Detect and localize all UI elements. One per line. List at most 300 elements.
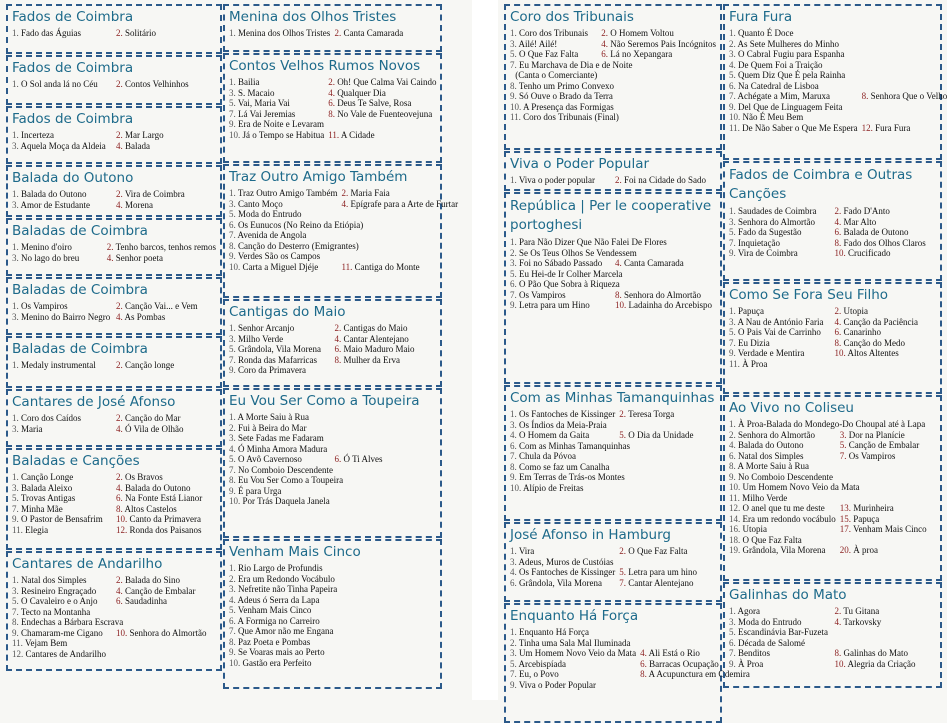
track-item — [840, 430, 936, 441]
album-card — [504, 522, 722, 602]
track-number: 7. — [510, 289, 517, 300]
track-item — [229, 365, 436, 376]
track-number: 2. — [116, 360, 123, 370]
track-item — [116, 483, 216, 494]
track-number: 1. — [510, 546, 517, 556]
track-item — [840, 514, 936, 525]
track-item — [729, 327, 831, 338]
track-number: 10. — [834, 658, 846, 669]
track-number: 7. — [229, 354, 236, 365]
track-item — [835, 217, 937, 228]
track-title: Del Que de Linguagem Feita — [738, 101, 843, 112]
track-number: 9. — [729, 248, 736, 258]
track-title: Quanto É Doce — [738, 28, 794, 38]
track-item — [729, 472, 936, 483]
track-title: Coro dos Tribunais — [519, 28, 589, 38]
track-title: Sete Fadas me Fadaram — [238, 433, 324, 443]
track-title: Tarkovsky — [843, 616, 882, 627]
track-item — [229, 344, 331, 355]
album-title: Fados de Coimbra — [12, 9, 134, 25]
track-item — [116, 360, 216, 371]
track-item — [116, 424, 216, 435]
track-number: 7. — [510, 669, 517, 679]
track-item — [229, 496, 436, 507]
track-title: Vira de Coimbra — [737, 248, 798, 258]
track-title: Altos Altentes — [847, 348, 899, 358]
track-item — [229, 355, 331, 366]
track-number: 10. — [615, 300, 627, 310]
track-number: 2. — [106, 242, 114, 252]
track-item — [12, 638, 216, 649]
track-list — [12, 575, 216, 659]
track-title: Senhora do Almortão — [738, 216, 815, 227]
track-item — [510, 91, 716, 102]
track-item — [341, 188, 458, 199]
track-title: Venham Mais Cinco — [853, 524, 927, 534]
track-title: Arcebispíada — [518, 658, 566, 669]
track-title: Canto Moço — [238, 198, 283, 209]
track-title: Moda do Entrudo — [238, 209, 302, 219]
track-item — [335, 355, 437, 366]
track-title: (Canta o Comerciante) — [515, 70, 598, 80]
track-item — [328, 77, 436, 88]
track-title: Verdade e Mentira — [737, 348, 805, 358]
track-title: Os Eunucos (No Reino da Etiópia) — [238, 219, 364, 230]
track-title: Tenho um Primo Convexo — [518, 80, 614, 91]
track-title: Senhor Arcanjo — [238, 323, 295, 333]
track-item — [510, 462, 716, 473]
track-item — [229, 251, 458, 262]
track-title: Ailé! Ailé! — [518, 38, 558, 49]
track-item — [835, 606, 937, 617]
track-title: Os Fantoches de Kissinger — [519, 567, 616, 577]
track-title: À Proa — [742, 358, 768, 369]
album-card — [223, 388, 442, 538]
track-list — [729, 28, 947, 133]
column-4 — [723, 4, 947, 688]
track-number: 1. — [729, 206, 736, 216]
track-item — [510, 472, 716, 483]
track-title: O Dia da Unidade — [628, 430, 694, 440]
track-number: 9. — [510, 679, 517, 690]
track-title: Natal dos Simples — [738, 450, 804, 461]
track-number: 9. — [229, 485, 236, 496]
track-item — [729, 482, 936, 493]
track-title: Maio Maduro Maio — [343, 344, 415, 354]
track-title: Barracas Ocupação — [649, 658, 719, 669]
track-item — [12, 141, 112, 152]
track-title: Deus Te Salve, Rosa — [337, 98, 412, 108]
album-card — [6, 551, 222, 671]
track-item — [510, 49, 597, 60]
track-title: Trovas Antigas — [20, 493, 76, 503]
track-number: 2. — [729, 429, 736, 440]
track-number: 11. — [341, 261, 353, 272]
column-2 — [223, 4, 459, 689]
track-title: S. Macaio — [238, 87, 275, 98]
track-number: 3. — [229, 584, 236, 594]
track-item — [729, 440, 836, 451]
track-item — [835, 238, 937, 249]
track-item — [328, 98, 436, 109]
track-item — [840, 524, 936, 535]
track-item — [229, 199, 337, 210]
track-number: 7. — [510, 451, 517, 461]
album-title: Viva o Poder Popular — [510, 156, 650, 172]
album-card — [6, 4, 222, 54]
track-list — [510, 28, 716, 123]
track-item — [229, 637, 436, 648]
track-title: Lá Vai Jeremias — [238, 108, 296, 119]
album-card — [223, 164, 459, 298]
track-number: 8. — [834, 237, 842, 248]
track-item — [510, 60, 716, 71]
track-item — [510, 441, 716, 452]
track-item — [729, 514, 836, 525]
track-item — [615, 300, 716, 311]
track-title: A Acupunctura em Odemira — [648, 669, 750, 679]
track-number: 10. — [229, 496, 241, 506]
album-card — [6, 389, 222, 447]
track-title: Canção Vai... e Vem — [125, 301, 198, 311]
track-item — [615, 175, 716, 186]
track-title: Senhora do Almortão — [624, 289, 701, 300]
track-item — [116, 200, 216, 211]
track-item — [229, 658, 436, 669]
track-item — [729, 123, 858, 134]
track-item — [510, 258, 611, 269]
track-title: Teresa Torga — [628, 409, 675, 419]
track-number: 6. — [640, 658, 647, 669]
track-title: A Formiga no Carreiro — [237, 615, 320, 626]
track-title: Achégate a Mim, Maruxa — [737, 91, 830, 101]
track-number: 1. — [510, 237, 517, 247]
track-number: 8. — [834, 648, 842, 658]
track-title: Papuça — [738, 306, 764, 316]
track-title: Canção da Paciência — [843, 316, 918, 327]
track-title: Cantar Alentejano — [343, 333, 409, 344]
track-item — [116, 596, 216, 607]
track-item — [229, 465, 436, 476]
track-item — [229, 323, 331, 334]
track-number: 10. — [510, 101, 522, 112]
track-number: 7. — [729, 648, 736, 658]
track-number: 10. — [834, 248, 846, 258]
track-number: 8. — [116, 503, 123, 514]
track-number: 17. — [839, 524, 851, 534]
track-number: 2. — [116, 28, 123, 38]
track-title: O Que Faz Falta — [628, 546, 688, 556]
track-list — [729, 419, 936, 556]
track-item — [335, 323, 437, 334]
track-title: Milho Verde — [238, 333, 284, 344]
track-number: 4. — [116, 199, 123, 210]
track-number: 18. — [729, 534, 741, 545]
track-title: O Cabral Fugiu para Espanha — [738, 49, 845, 59]
track-title: De Quem Foi a Traição — [738, 59, 823, 70]
track-title: Ó Minha Amora Madura — [238, 443, 328, 454]
track-item — [229, 28, 331, 39]
track-item — [729, 28, 947, 39]
track-number: 5. — [729, 627, 736, 637]
track-item — [229, 574, 436, 585]
track-title: Como se faz um Canalha — [519, 461, 610, 472]
track-item — [229, 433, 436, 444]
track-item — [107, 253, 216, 264]
track-number: 1. — [229, 412, 236, 422]
track-list — [12, 189, 216, 210]
track-list — [729, 206, 936, 259]
track-item — [12, 617, 216, 628]
track-title: Morena — [125, 199, 153, 210]
track-number: 6. — [116, 596, 123, 606]
track-item — [335, 334, 437, 345]
track-title: Inquietação — [738, 237, 780, 248]
track-number: 3. — [729, 616, 736, 627]
track-item — [116, 79, 216, 90]
track-item — [116, 312, 216, 323]
track-title: Tecto na Montanha — [20, 606, 91, 617]
track-item — [510, 669, 636, 680]
track-title: Elegia — [25, 524, 49, 535]
track-title: Fado da Sugestão — [738, 227, 802, 237]
album-title: Baladas e Canções — [12, 453, 140, 469]
track-item — [619, 567, 716, 578]
track-item — [335, 344, 437, 355]
track-number: 14. — [729, 513, 741, 524]
track-item — [835, 248, 937, 259]
track-item — [729, 535, 936, 546]
track-title: Letra para um Hino — [519, 300, 590, 310]
track-number: 3. — [12, 252, 19, 263]
track-title: Bailia — [238, 77, 260, 87]
track-number: 6. — [510, 279, 517, 289]
track-number: 2. — [834, 606, 842, 616]
track-title: Os Fantoches de Kissinger — [519, 409, 616, 419]
track-number: 5. — [229, 209, 236, 219]
track-item — [12, 242, 103, 253]
track-item — [729, 503, 836, 514]
track-title: À proa — [853, 545, 878, 555]
track-title: Fura Fura — [875, 122, 911, 133]
track-number: 1. — [729, 419, 736, 429]
track-title: Balada de Outono — [843, 227, 909, 237]
track-item — [229, 605, 436, 616]
album-title: Cantares de Andarilho — [12, 556, 163, 572]
track-item — [619, 430, 716, 441]
track-item — [835, 227, 937, 238]
track-item — [12, 28, 112, 39]
track-title: O Que Faz Falta — [519, 49, 579, 59]
track-title: Amor de Estudante — [20, 199, 90, 210]
album-title: Galinhas do Mato — [729, 587, 847, 603]
track-title: Balada Aleixo — [21, 482, 73, 493]
album-title: Enquanto Há Força — [510, 608, 639, 624]
track-number: 4. — [328, 87, 335, 98]
track-item — [729, 430, 836, 441]
track-list — [510, 175, 716, 186]
track-item — [729, 217, 831, 228]
track-number: 5. — [510, 658, 517, 669]
track-title: Cantiga do Monte — [354, 261, 420, 272]
track-title: Tu Gitana — [843, 606, 880, 616]
track-title: Canção longe — [125, 360, 175, 370]
track-number: 4. — [116, 585, 123, 596]
track-item — [510, 290, 611, 301]
track-list — [12, 472, 216, 535]
track-number: 10. — [116, 627, 128, 638]
track-title: As Pombas — [124, 311, 166, 322]
track-number: 2. — [341, 188, 349, 198]
track-number: 3. — [12, 311, 19, 322]
track-number: 6. — [116, 493, 123, 503]
track-number: 4. — [341, 198, 349, 209]
track-item — [729, 248, 831, 259]
track-title: Altos Castelos — [124, 503, 177, 514]
track-number: 2. — [834, 306, 842, 316]
track-title: Quem Diz Que É pela Rainha — [738, 70, 846, 80]
track-number: 4. — [116, 423, 123, 434]
track-title: Crucificado — [848, 248, 891, 258]
track-item — [12, 189, 112, 200]
track-item — [729, 451, 836, 462]
track-number: 8. — [729, 461, 736, 471]
track-title: De Não Saber o Que Me Espera — [742, 122, 858, 133]
track-number: 9. — [12, 514, 19, 524]
track-title: Balada — [125, 140, 150, 151]
track-title: Era um Redondo Vocábulo — [238, 573, 335, 584]
album-card — [6, 448, 222, 550]
track-number: 4. — [106, 252, 114, 263]
track-title: Ronda dos Paisanos — [129, 524, 202, 535]
track-number: 1. — [229, 188, 236, 198]
track-title: Traz Outro Amigo Também — [237, 188, 338, 198]
track-number: 8. — [615, 289, 622, 300]
track-title: A Presença das Formigas — [523, 101, 614, 112]
track-title: Ronda das Mafarricas — [238, 354, 317, 365]
track-item — [729, 238, 831, 249]
track-number: 5. — [729, 327, 736, 337]
track-number: 3. — [229, 433, 236, 443]
track-title: Para Não Dizer Que Não Falei De Flores — [519, 237, 667, 247]
track-number: 1. — [729, 606, 736, 616]
album-card — [723, 161, 942, 281]
track-title: Grândola, Vila Morena — [238, 344, 322, 354]
track-list — [12, 79, 216, 90]
track-title: O Cavaleiro e o Anjo — [21, 596, 98, 606]
track-title: Na Catedral de Lisboa — [738, 80, 819, 91]
track-number: 2. — [229, 573, 236, 584]
track-title: Utopia — [742, 524, 767, 534]
track-item — [729, 638, 936, 649]
track-number: 2. — [116, 301, 123, 311]
track-title: Natal dos Simples — [21, 575, 87, 585]
track-number: 10. — [729, 482, 741, 492]
track-title: Medaly instrumental — [21, 360, 96, 370]
track-title: Oh! Que Calma Vai Caindo — [337, 77, 437, 87]
track-item — [510, 39, 597, 50]
track-item — [107, 242, 216, 253]
track-title: Eu Marchava de Dia e de Noite — [519, 59, 633, 70]
track-number: 3. — [229, 198, 236, 209]
track-list — [12, 28, 216, 39]
track-number: 6. — [334, 344, 342, 354]
track-title: Fado D'Anto — [843, 206, 890, 216]
track-item — [229, 109, 324, 120]
album-title: Com as Minhas Tamanquinhas — [510, 390, 715, 406]
track-item — [229, 616, 436, 627]
album-title: Fados de Coimbra — [12, 111, 134, 127]
track-title: A Nau de António Faria — [737, 316, 824, 327]
track-item — [510, 680, 750, 691]
track-number: 5. — [729, 70, 736, 80]
track-title: Por Trás Daquela Janela — [242, 496, 330, 506]
track-title: Vira — [518, 546, 535, 556]
track-item — [229, 262, 337, 273]
track-title: Murinheira — [853, 503, 894, 513]
track-number: 1. — [510, 409, 517, 419]
track-title: Chamaram-me Cigano — [21, 627, 103, 638]
track-number: 7. — [229, 230, 236, 240]
track-title: Coro dos Tribunais (Final) — [523, 112, 619, 122]
track-item — [510, 557, 716, 568]
track-item — [510, 638, 750, 649]
track-item — [510, 300, 611, 311]
track-item — [116, 504, 216, 515]
column-1 — [6, 4, 222, 671]
track-number: 10. — [229, 657, 241, 668]
track-item — [840, 503, 936, 514]
track-title: O Sol anda lá no Céu — [21, 79, 98, 89]
track-item — [229, 486, 436, 497]
track-title: Tinha uma Sala Mal Iluminada — [518, 637, 631, 648]
track-number: 1. — [12, 360, 19, 370]
track-item — [229, 241, 458, 252]
track-item — [615, 290, 716, 301]
album-title: Cantigas do Maio — [229, 304, 346, 320]
track-number: 10. — [510, 482, 522, 493]
track-number: 2. — [116, 472, 123, 482]
track-item — [729, 627, 936, 638]
track-title: Foi na Cidade do Sado — [624, 175, 706, 185]
track-item — [116, 189, 216, 200]
track-title: Vira de Coimbra — [124, 189, 185, 199]
track-number: 4. — [615, 258, 622, 268]
track-title: Balada do Outono — [738, 440, 804, 450]
track-number: 4. — [834, 316, 842, 327]
track-title: Os Vampiros — [848, 450, 896, 461]
track-item — [729, 545, 836, 556]
album-card — [723, 582, 942, 688]
track-item — [12, 472, 112, 483]
track-item — [12, 483, 112, 494]
track-title: Milho Verde — [742, 492, 788, 503]
track-list — [12, 130, 216, 151]
track-title: Cantares de Andarilho — [25, 648, 106, 659]
album-card — [223, 4, 442, 52]
track-number: 6. — [729, 450, 736, 461]
track-number: 15. — [839, 513, 851, 524]
track-item — [12, 575, 112, 586]
track-item — [229, 647, 436, 658]
track-list — [729, 306, 936, 369]
track-title: Carta a Miguel Djéje — [242, 261, 319, 272]
track-number: 11. — [12, 524, 23, 535]
album-title: Coro dos Tribunais — [510, 9, 634, 25]
track-title: Gastão era Perfeito — [242, 657, 312, 668]
track-title: Nefretite não Tinha Papeira — [238, 584, 338, 594]
track-title: Não Seremos Pais Incógnitos — [610, 38, 716, 49]
